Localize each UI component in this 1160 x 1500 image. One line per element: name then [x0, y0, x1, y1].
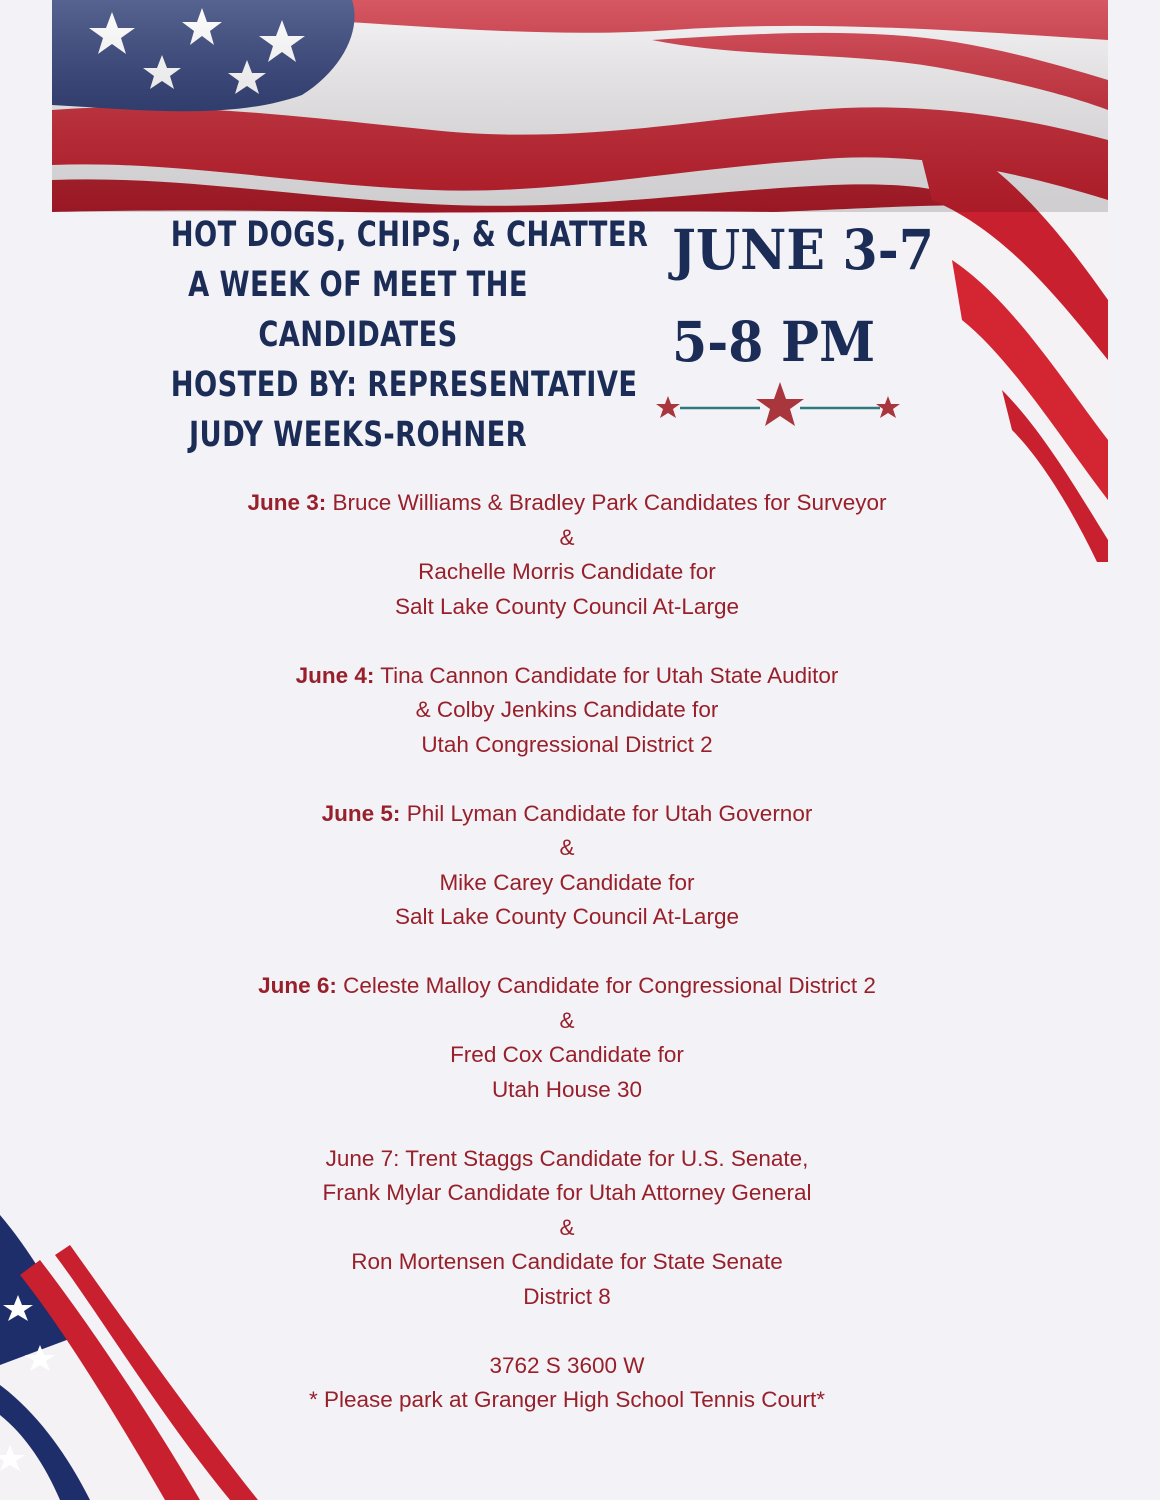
day-label: June 5:	[321, 800, 401, 826]
title-line: HOT DOGS, CHIPS, & CHATTER	[170, 215, 649, 255]
title-line: JUDY WEEKS-ROHNER	[188, 415, 528, 455]
parking-note: * Please park at Granger High School Tennis Court*	[308, 1387, 826, 1412]
title-line: CANDIDATES	[258, 315, 458, 355]
schedule-line: District 8	[523, 1283, 611, 1309]
schedule-line: Salt Lake County Council At-Large	[395, 593, 739, 619]
address: 3762 S 3600 W	[489, 1352, 645, 1378]
schedule-line: &	[559, 1007, 575, 1033]
schedule-line: June 5: Phil Lyman Candidate for Utah Governor	[321, 800, 813, 826]
schedule	[60, 486, 1074, 1418]
star-icon	[656, 396, 680, 418]
schedule-line: Utah House 30	[491, 1076, 643, 1102]
day-label: June 6:	[258, 973, 337, 998]
schedule-line: June 7: Trent Staggs Candidate for U.S. Senate,	[325, 1145, 809, 1171]
event-title	[170, 210, 649, 460]
schedule-line: Salt Lake County Council At-Large	[395, 904, 739, 929]
event-time: 5-8 PM	[672, 309, 876, 374]
title-line: A WEEK OF MEET THE	[188, 265, 528, 305]
day-label: June 4:	[295, 662, 375, 688]
schedule-line: &	[559, 524, 575, 550]
star-icon	[756, 382, 804, 426]
schedule-line: &	[559, 1214, 575, 1240]
schedule-line: & Colby Jenkins Candidate for	[415, 697, 719, 722]
schedule-line: Rachelle Morris Candidate for	[418, 559, 716, 584]
schedule-line: Fred Cox Candidate for	[450, 1042, 684, 1067]
schedule-line: Ron Mortensen Candidate for State Senate	[351, 1249, 783, 1274]
star-divider	[652, 380, 904, 432]
schedule-line: Utah Congressional District 2	[421, 731, 713, 757]
schedule-line: June 6: Celeste Malloy Candidate for Congressional District 2	[258, 973, 876, 998]
schedule-line: Mike Carey Candidate for	[439, 869, 695, 895]
title-line: HOSTED BY: REPRESENTATIVE	[170, 365, 638, 405]
day-label: June 3:	[247, 490, 327, 515]
schedule-line: Frank Mylar Candidate for Utah Attorney General	[322, 1180, 812, 1205]
schedule-line: &	[559, 835, 575, 860]
schedule-line: June 3: Bruce Williams & Bradley Park Candidates for Surveyor	[247, 490, 887, 515]
schedule-line: June 4: Tina Cannon Candidate for Utah State Auditor	[295, 662, 839, 688]
event-dates: JUNE 3-7	[672, 217, 934, 282]
